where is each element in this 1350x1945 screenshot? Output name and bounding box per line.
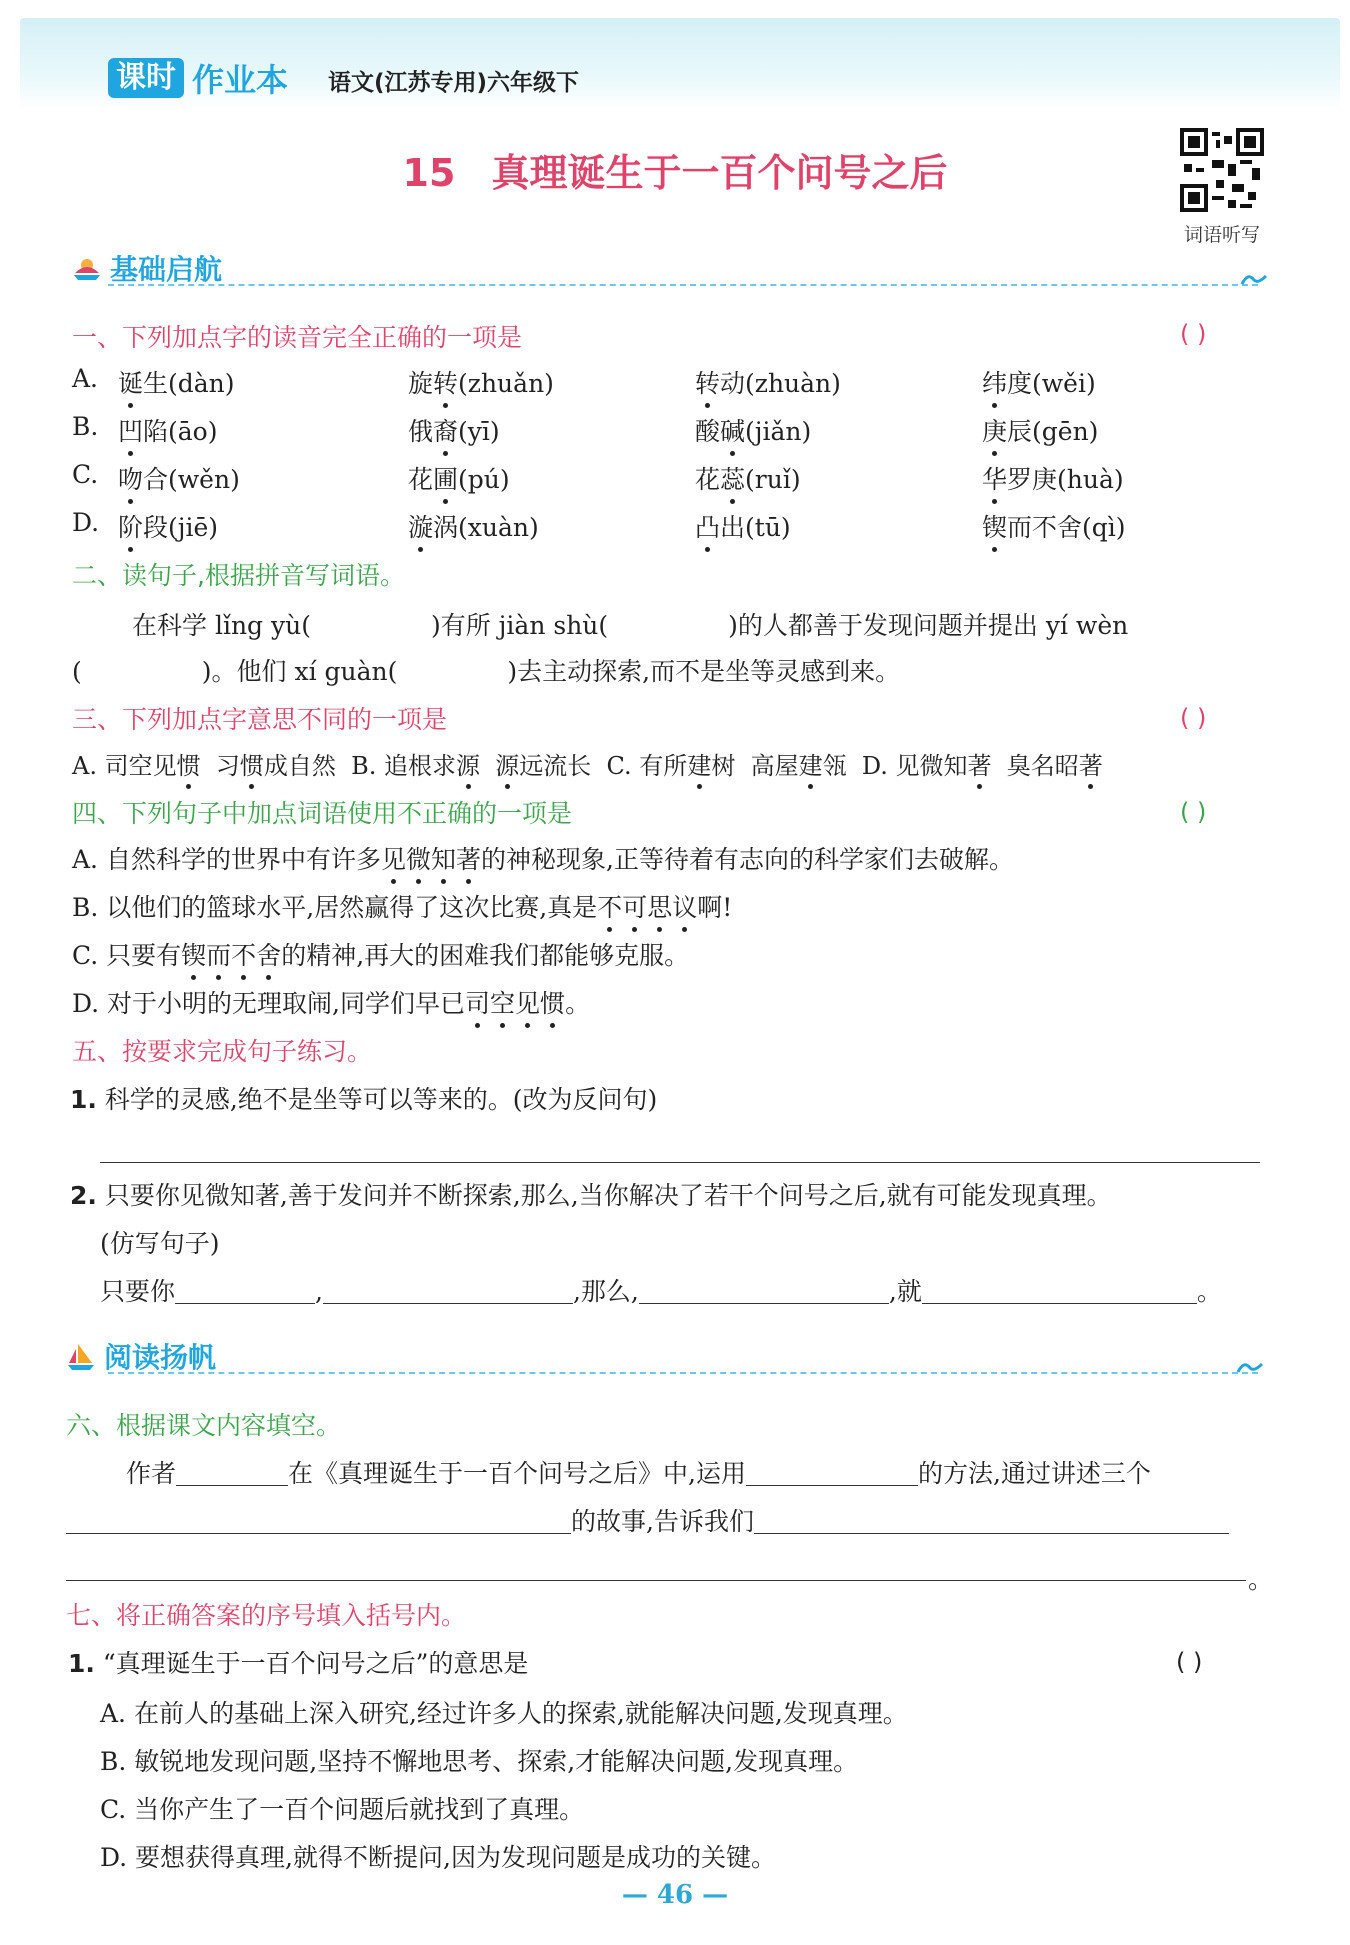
q4-option-b: B. 以他们的篮球水平,居然赢得了这次比赛,真是不可思议啊!	[72, 888, 732, 924]
q6-line2	[66, 1502, 1229, 1538]
lesson-title-text: 真理诞生于一百个问号之后	[491, 151, 948, 195]
q5-fill-text-2: ,	[315, 1277, 323, 1306]
section-basic-title: 基础启航	[110, 253, 223, 286]
section-basic-divider	[108, 284, 1258, 286]
q1-row-b-2: 俄裔(yī)	[408, 412, 500, 448]
boat-icon	[72, 253, 102, 283]
qr-code-icon[interactable]	[1180, 128, 1264, 212]
q6-blank-1[interactable]	[176, 1461, 288, 1486]
q5-item1-num: 1.	[70, 1085, 97, 1114]
q2-line1	[132, 606, 1128, 642]
q6-answer-line[interactable]	[66, 1580, 1246, 1581]
lesson-title	[0, 142, 1350, 197]
subject-label: 语文(江苏专用)六年级下	[328, 70, 580, 96]
q5-fill-text-1: 只要你	[100, 1277, 176, 1306]
q7-item1-num: 1.	[68, 1649, 95, 1678]
section-reading-divider	[108, 1372, 1258, 1374]
q1-row-a-3: 转动(zhuàn)	[695, 364, 841, 400]
q5-blank-3[interactable]	[639, 1279, 889, 1304]
q7-option-c: C. 当你产生了一百个问题后就找到了真理。	[100, 1795, 585, 1824]
q2-text-4: (	[72, 657, 82, 686]
q2-text-6: )去主动探索,而不是坐等灵感到来。	[507, 657, 901, 686]
q1-row-d-1: 阶段(jiē)	[118, 508, 218, 544]
q5-fill-row	[100, 1272, 1222, 1308]
q1-row-a-2: 旋转(zhuǎn)	[408, 364, 554, 400]
q2-text-1: 在科学 lǐng yù(	[132, 611, 311, 640]
q2-text-5: )。他们 xí guàn(	[201, 657, 398, 686]
q1-row-c-1: 吻合(wěn)	[118, 460, 240, 496]
q5-blank-1[interactable]	[175, 1279, 315, 1304]
q1-row-b-4: 庚辰(gēn)	[982, 412, 1098, 448]
q1-row-b-1: 凹陷(āo)	[118, 412, 217, 448]
q6-text-1: 作者	[126, 1459, 177, 1488]
q7-option-b: B. 敏锐地发现问题,坚持不懈地思考、探索,才能解决问题,发现真理。	[100, 1747, 859, 1776]
sailboat-icon	[66, 1341, 96, 1371]
q1-row-a-4: 纬度(wěi)	[982, 364, 1096, 400]
q7-option-d: D. 要想获得真理,就得不断提问,因为发现问题是成功的关键。	[100, 1843, 776, 1872]
q6-text-3: 的方法,通过讲述三个	[917, 1459, 1151, 1488]
q2-line2	[72, 652, 900, 688]
q5-item2-note: (仿写句子)	[100, 1229, 220, 1258]
logo	[108, 58, 288, 98]
q1-row-b-3: 酸碱(jiǎn)	[695, 412, 811, 448]
q5-item2	[70, 1176, 1112, 1212]
q5-item2-num: 2.	[70, 1181, 97, 1210]
q1-row-d-label: D.	[72, 508, 100, 537]
q2-title: 二、读句子,根据拼音写词语。	[72, 561, 405, 590]
q5-title: 五、按要求完成句子练习。	[72, 1037, 373, 1066]
q5-fill-text-5: 。	[1196, 1277, 1222, 1306]
q1-row-a-label: A.	[72, 364, 99, 393]
logo-text: 作业本	[192, 61, 289, 99]
wave-icon	[1240, 270, 1268, 288]
q3-answer-paren[interactable]: ( )	[1180, 704, 1207, 732]
q4-title: 四、下列句子中加点词语使用不正确的一项是	[72, 799, 573, 828]
section-reading	[66, 1336, 216, 1376]
page-number: — 46 —	[621, 1880, 729, 1910]
q2-text-2: )有所 jiàn shù(	[430, 611, 609, 640]
q5-blank-4[interactable]	[922, 1279, 1197, 1304]
q7-option-a: A. 在前人的基础上深入研究,经过许多人的探索,就能解决问题,发现真理。	[100, 1699, 908, 1728]
q7-title: 七、将正确答案的序号填入括号内。	[66, 1601, 467, 1630]
q1-answer-paren[interactable]: ( )	[1180, 320, 1207, 348]
section-basic	[72, 248, 222, 288]
q6-blank-4[interactable]	[754, 1509, 1229, 1534]
q3-options: A. 司空见惯 习惯成自然 B. 追根求源 源远流长 C. 有所建树 高屋建瓴 D. 见微知著 臭名昭著	[72, 746, 1103, 781]
q4-option-c: C. 只要有锲而不舍的精神,再大的困难我们都能够克服。	[72, 936, 689, 972]
q1-row-c-4: 华罗庚(huà)	[982, 460, 1124, 496]
q5-fill-text-3: ,那么,	[572, 1277, 639, 1306]
q6-text-4: 的故事,告诉我们	[571, 1507, 754, 1536]
q1-row-a-1: 诞生(dàn)	[118, 364, 235, 400]
q6-title: 六、根据课文内容填空。	[66, 1411, 342, 1440]
q6-text-2: 在《真理诞生于一百个问号之后》中,运用	[288, 1459, 746, 1488]
logo-box: 课时	[108, 58, 184, 98]
q3-title: 三、下列加点字意思不同的一项是	[72, 705, 448, 734]
q4-answer-paren[interactable]: ( )	[1180, 798, 1207, 826]
q5-item1-text: 科学的灵感,绝不是坐等可以等来的。(改为反问句)	[104, 1085, 658, 1114]
q4-option-a: A. 自然科学的世界中有许多见微知著的神秘现象,正等待着有志向的科学家们去破解。	[72, 840, 1014, 876]
q6-blank-3[interactable]	[66, 1509, 571, 1534]
q1-row-d-3: 凸出(tū)	[695, 508, 791, 544]
q5-blank-2[interactable]	[323, 1279, 573, 1304]
q1-row-c-label: C.	[72, 460, 99, 489]
q6-line1	[126, 1454, 1151, 1490]
wave-icon	[1236, 1358, 1264, 1376]
q7-item1-text: “真理诞生于一百个问号之后”的意思是	[102, 1649, 529, 1678]
q5-item2-text: 只要你见微知著,善于发问并不断探索,那么,当你解决了若干个问号之后,就有可能发现真理。	[104, 1181, 1112, 1210]
q1-row-b-label: B.	[72, 412, 99, 441]
q1-row-c-2: 花圃(pú)	[408, 460, 510, 496]
lesson-number: 15	[402, 151, 456, 195]
q5-item1	[70, 1080, 657, 1116]
q5-answer-line-1[interactable]	[100, 1162, 1260, 1163]
q5-fill-text-4: ,就	[888, 1277, 922, 1306]
section-reading-title: 阅读扬帆	[104, 1341, 217, 1374]
q7-answer-paren[interactable]: ( )	[1176, 1648, 1203, 1676]
q6-end-punct: 。	[1248, 1565, 1274, 1594]
q1-row-d-2: 漩涡(xuàn)	[408, 508, 539, 544]
q4-option-d: D. 对于小明的无理取闹,同学们早已司空见惯。	[72, 984, 590, 1020]
q1-row-c-3: 花蕊(ruǐ)	[695, 460, 801, 496]
q6-blank-2[interactable]	[746, 1461, 918, 1486]
qr-label: 词语听写	[1183, 224, 1260, 246]
q1-title: 一、下列加点字的读音完全正确的一项是	[72, 323, 523, 352]
q2-text-3: )的人都善于发现问题并提出 yí wèn	[728, 611, 1129, 640]
q1-row-d-4: 锲而不舍(qì)	[982, 508, 1126, 544]
q7-item1	[68, 1644, 528, 1680]
